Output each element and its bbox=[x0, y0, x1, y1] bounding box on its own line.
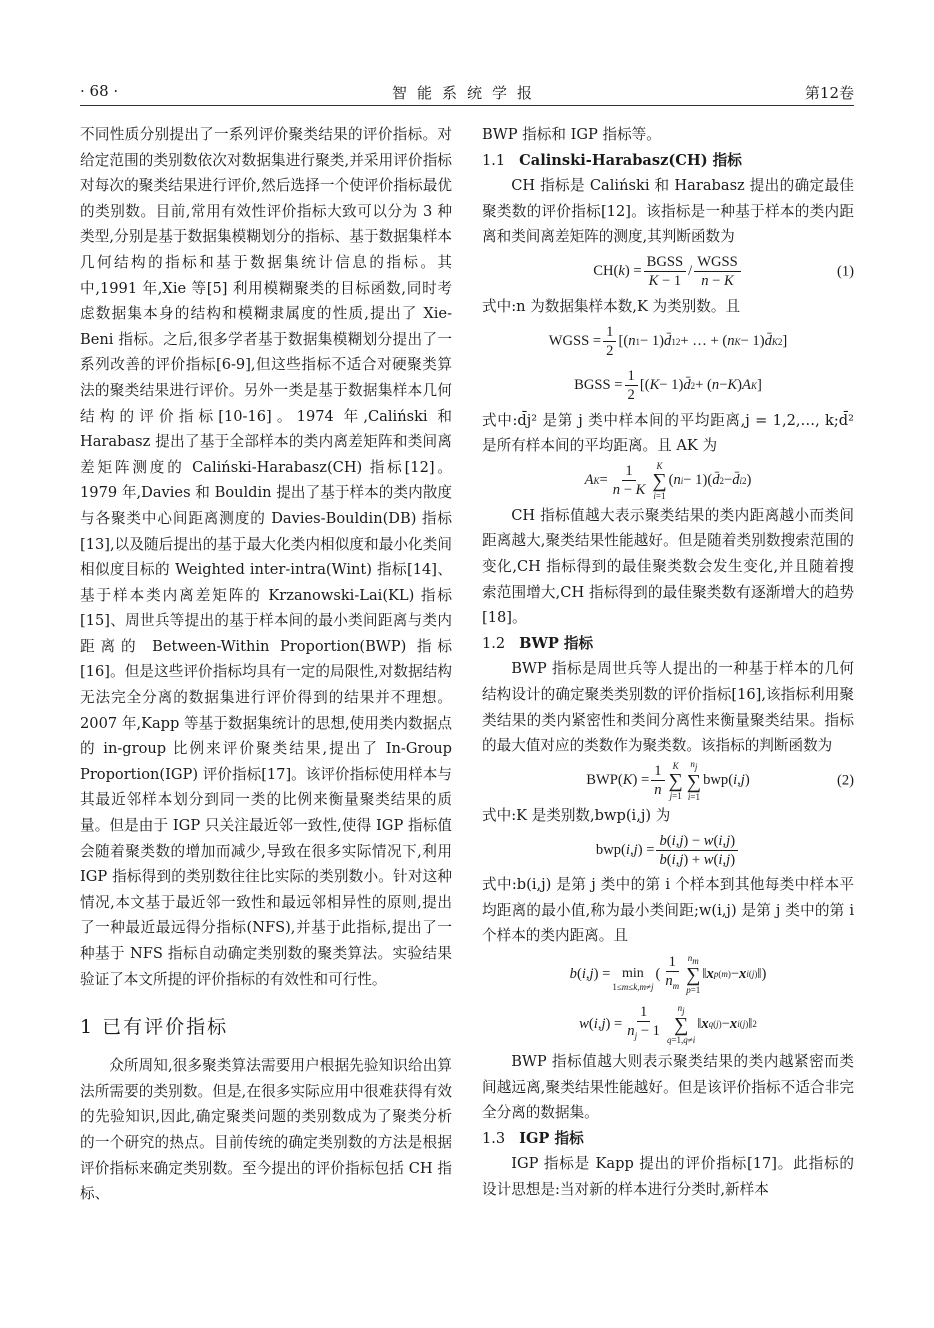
page-header bbox=[80, 80, 854, 106]
left-column bbox=[80, 122, 452, 1207]
journal-name: 智能系统学报 bbox=[391, 84, 542, 102]
igp-paragraph: IGP 指标是 Kapp 提出的评价指标[17]。此指标的设计思想是:当对新的样本进行分类时,新样本 bbox=[482, 1155, 854, 1199]
equation-1: CH( k ) = $\frac{\text{BGSS}}{K - 1}$ / $\frac{\text{WGSS}}{n - K}$ (1) bbox=[593, 254, 854, 290]
volume-label: 第12卷 bbox=[804, 84, 854, 102]
subsection-1-2-heading: 1.2 BWP 指标 bbox=[482, 634, 594, 652]
equation-1-number: (1) bbox=[836, 263, 854, 280]
subsection-1-1-heading: 1.1 Calinski-Harabasz(CH) 指标 bbox=[482, 151, 742, 169]
equation-wgss: WGSS = $\frac{1}{2}$ [( n 1 − 1) d̄ 1 2 + … + ( n K − 1) d̄ K 2 ] bbox=[548, 324, 788, 360]
ch-conclusion-paragraph: CH 指标值越大表示聚类结果的类内距离越小而类间距离越大,聚类结果性能越好。但是随着类别数搜索范围的变化,CH 指标得到的最佳聚类数会发生变化,并且随着搜索范围增大,CH 指标得到的最佳聚类数有逐渐增大的趋势[18]。 bbox=[482, 506, 854, 627]
equation-bgss: BGSS = $\frac{1}{2}$ [( K − 1) d̄ 2 + ( n − K ) A K ] bbox=[574, 368, 762, 404]
equation-b-ij: b ( i , j ) = min 1≤m≤k,m≠j ( $\frac{1}{n_m}$ $n_m$ ∑ p=1 ‖ x p (m) − x i (j) ‖) bbox=[569, 952, 767, 996]
bwp-conclusion-paragraph: BWP 指标值越大则表示聚类结果的类内越紧密而类间越远离,聚类结果性能越好。但是该评价指标不适合非完全分离的数据集。 bbox=[482, 1053, 854, 1122]
section-1-heading: 1 已有评价指标 bbox=[80, 1016, 229, 1039]
ch-where-paragraph: 式中:n 为数据集样本数,K 为类别数。且 bbox=[482, 297, 741, 315]
ch-paragraph: CH 指标是 Caliński 和 Harabasz 提出的确定最佳聚类数的评价指标[12]。该指标是一种基于样本的类内距离和类间离差矩阵的测度,其判断函数为 bbox=[482, 177, 854, 246]
equation-ak: A K = $\frac{1}{n - K}$ K ∑ i=1 ( n i − 1)( d̄ 2 − d̄ i 2 ) bbox=[584, 460, 752, 501]
page-number: · 68 · bbox=[80, 82, 119, 100]
section-1-paragraph: 众所周知,很多聚类算法需要用户根据先验知识给出算法所需要的类别数。但是,在很多实际应用中很难获得有效的先验知识,因此,确定聚类问题的类别数成为了聚类分析的一个研究的热点。目前传统的确定类别数的方法是根据评价指标来确定类别数。至今提出的评价指标包括 CH 指标、 bbox=[80, 1057, 452, 1203]
bwp-paragraph: BWP 指标是周世兵等人提出的一种基于样本的几何结构设计的确定聚类类别数的评价指标[16],该指标利用聚类结果的类内紧密性和类间分离性来衡量聚类结果。指标的最大值对应的类数作为聚类数。该指标的判断函数为 bbox=[482, 660, 854, 755]
equation-w-ij: w ( i , j ) = $\frac{1}{n_j - 1}$ $n_j$ ∑ q=1,q≠i ‖ x q (j) − x i (j) ‖ 2 bbox=[579, 1002, 757, 1046]
bwp-where-paragraph: 式中:K 是类别数,bwp(i,j) 为 bbox=[482, 806, 671, 824]
ch-symbols-paragraph: 式中:d̄j² 是第 j 类中样本间的平均距离,j = 1,2,…, k;d̄² 是所有样本间的平均距离。且 AK 为 bbox=[482, 411, 854, 455]
continuation-paragraph: BWP 指标和 IGP 指标等。 bbox=[482, 126, 661, 143]
subsection-1-3-heading: 1.3 IGP 指标 bbox=[482, 1129, 584, 1147]
equation-2-number: (2) bbox=[836, 772, 854, 789]
intro-paragraph: 不同性质分别提出了一系列评价聚类结果的评价指标。对给定范围的类别数依次对数据集进行聚类,并采用评价指标对每次的聚类结果进行评价,然后选择一个使评价指标最优的类别数。目前,常用有效性评价指标大致可以分为 3 种类型,分别是基于数据集模糊划分的指标、基于数据集样本几何结构的指标和基于数据集统计信息的指标。其中,1991 年,Xie 等[5] 利用模糊聚类的目标函数,同时考虑数据集本身的结构和模糊隶属度的性质,提出了 Xie-Beni 指标。之后,很多学者基于数据集模糊划分提出了一系列改善的评价指标[6-9],但这些指标不适合对硬聚类算法的聚类结果进行评价。另外一类是基于数据集样本几何结构的评价指标[10-16]。1974 年,Caliński 和 Harabasz 提出了基于全部样本的类内离差矩阵和类间离差矩阵测度的 Caliński-Harabasz(CH) 指标[12]。1979 年,Davies 和 Bouldin 提出了基于样本的类内散度与各聚类中心间距离测度的 Davies-Bouldin(DB) 指标[13],以及随后提出的基于最大化类内相似度和最小化类间相似度目标的 Weighted inter-intra(Wint) 指标[14]、基于样本类内离差矩阵的 Krzanowski-Lai(KL) 指标[15]、周世兵等提出的基于样本间的最小类间距离与类内距离的 Between-Within Proportion(BWP) 指标[16]。但是这些评价指标均具有一定的局限性,对数据结构无法完全分离的数据集进行评价得到的结果并不理想。2007 年,Kapp 等基于数据集统计的思想,使用类内数据点的 in-group 比例来评价聚类结果,提出了 In-Group Proportion(IGP) 评价指标[17]。该评价指标使用样本与其最近邻样本划分到同一类的比例来衡量聚类结果的质量。但是由于 IGP 只关注最近邻一致性,使得 IGP 指标值会随着聚类数的增加而减少,导致在很多实际情况下,利用 IGP 指标得到的类别数往往比实际的类别数小。针对这种情况,本文基于最近邻一致性和最远邻相异性的原则,提出了一种最近最远得分指标(NFS),并基于此指标,提出了一种基于 NFS 指标自动确定类别数的聚类算法。实验结果验证了本文所提的评价指标的有效性和可行性。 bbox=[80, 126, 452, 988]
equation-bwp-ij: bwp( i , j ) = $\frac{b(i,j) - w(i,j)}{b(i,j) + w(i,j)}$ bbox=[482, 828, 854, 872]
right-column bbox=[482, 122, 854, 1203]
equation-2: BWP( K ) = $\frac{1}{n}$ K ∑ j=1 $n_j$ ∑ i=1 bwp( i , j ) (2) bbox=[586, 759, 854, 803]
bwp-bw-paragraph: 式中:b(i,j) 是第 j 类中的第 i 个样本到其他每类中样本平均距离的最小值,称为最小类间距;w(i,j) 是第 j 类中的第 i 个样本的类内距离。且 bbox=[482, 876, 854, 945]
